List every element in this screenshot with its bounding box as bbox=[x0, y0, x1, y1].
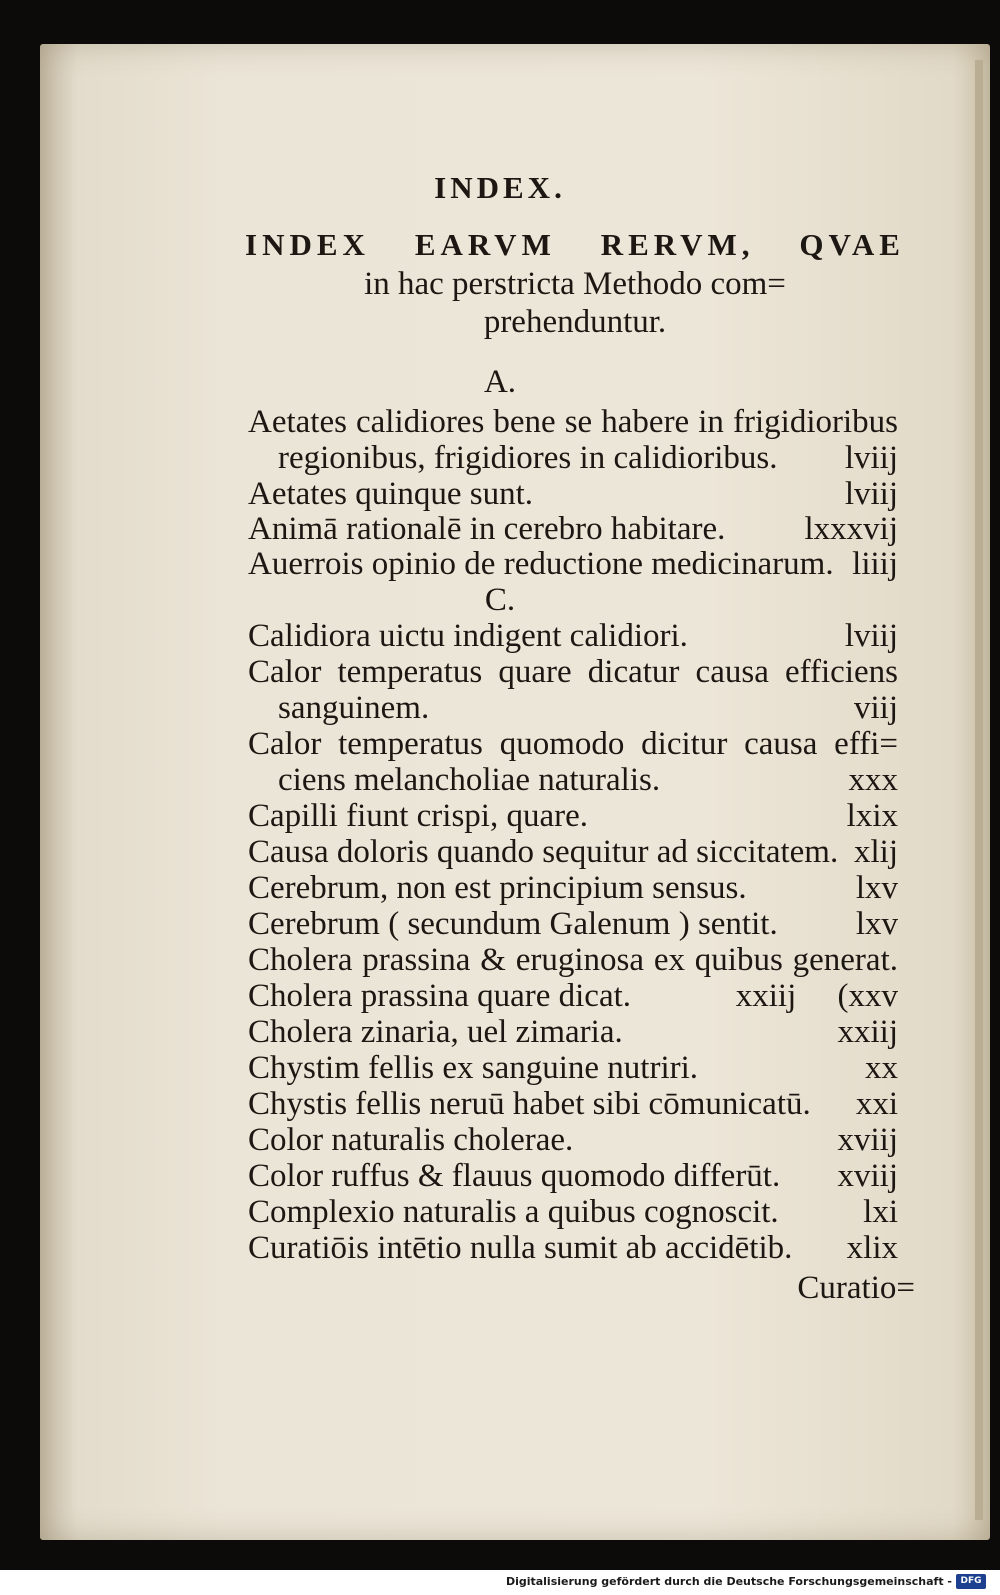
dfg-logo: DFG bbox=[956, 1574, 986, 1589]
index-entry bbox=[248, 798, 898, 834]
index-entry bbox=[248, 404, 898, 476]
entry-text-continued: regionibus, frigidiores in calidioribus. bbox=[278, 440, 778, 476]
entry-text-continued: ciens melancholiae naturalis. bbox=[278, 762, 661, 798]
entry-page-number: lviij bbox=[844, 618, 898, 654]
index-entry bbox=[248, 1122, 898, 1158]
entry-text: Color naturalis cholerae. bbox=[248, 1122, 574, 1158]
entry-page-number: xxiij bbox=[837, 1014, 898, 1050]
index-title bbox=[245, 225, 905, 341]
catchword: Curatio= bbox=[797, 1270, 915, 1306]
entry-page-number: lxi bbox=[863, 1194, 898, 1230]
index-entry bbox=[248, 1158, 898, 1194]
footer-bar bbox=[0, 1570, 1000, 1595]
index-entry bbox=[248, 511, 898, 547]
funding-notice: Digitalisierung gefördert durch die Deutsche Forschungsgemeinschaft - bbox=[505, 1575, 952, 1588]
entry-page-number: lxv bbox=[855, 870, 898, 906]
entry-text: Calidiora uictu indigent calidiori. bbox=[248, 618, 688, 654]
entry-page-number: lxix bbox=[846, 798, 898, 834]
section-letter-a: A. bbox=[483, 364, 517, 400]
entry-text: Complexio naturalis a quibus cognoscit. bbox=[248, 1194, 779, 1230]
entry-text: Animā rationalē in cerebro habitare. bbox=[248, 511, 726, 547]
index-entry bbox=[248, 476, 898, 512]
entry-text: Curatiōis intētio nulla sumit ab accidētib. bbox=[248, 1230, 793, 1266]
index-entry bbox=[248, 618, 898, 654]
entry-page-number: lxxxvij bbox=[804, 511, 898, 547]
index-title-line-3: prehenduntur. bbox=[483, 304, 667, 340]
index-entry bbox=[248, 654, 898, 726]
entry-text: Calor temperatus quomodo dicitur causa effi= bbox=[248, 726, 898, 762]
index-entry bbox=[248, 726, 898, 798]
entry-text: Cerebrum ( secundum Galenum ) sentit. bbox=[248, 906, 778, 942]
entry-text: Aetates quinque sunt. bbox=[248, 476, 534, 512]
entry-text: Calor temperatus quare dicatur causa efficiens bbox=[248, 654, 898, 690]
entry-page-number: xxx bbox=[848, 762, 898, 798]
index-entry bbox=[248, 942, 898, 978]
entry-page-number: xxiij (xxv bbox=[735, 978, 898, 1014]
index-entry bbox=[248, 978, 898, 1014]
entry-page-number: lviij bbox=[844, 476, 898, 512]
index-entry bbox=[248, 546, 898, 582]
index-entry bbox=[248, 834, 898, 870]
entry-text: Cholera zinaria, uel zimaria. bbox=[248, 1014, 623, 1050]
index-entry bbox=[248, 1194, 898, 1230]
entry-page-number: xlix bbox=[846, 1230, 898, 1266]
entry-text: Aetates calidiores bene se habere in frigidioribus bbox=[248, 404, 898, 440]
entry-text: Chystim fellis ex sanguine nutriri. bbox=[248, 1050, 699, 1086]
entry-page-number: xxi bbox=[855, 1086, 898, 1122]
entry-page-number: xlij bbox=[853, 834, 898, 870]
entry-text: Capilli fiunt crispi, quare. bbox=[248, 798, 589, 834]
entry-text-continued: sanguinem. bbox=[278, 690, 430, 726]
index-entry bbox=[248, 906, 898, 942]
entry-page-number: lxv bbox=[855, 906, 898, 942]
entry-page-number: lviij bbox=[844, 440, 898, 476]
entry-text: Color ruffus & flauus quomodo differūt. bbox=[248, 1158, 781, 1194]
entry-page-number: liiij bbox=[852, 546, 898, 582]
entry-page-number: xx bbox=[865, 1050, 898, 1086]
index-entry bbox=[248, 1230, 898, 1266]
index-entry bbox=[248, 870, 898, 906]
entry-text: Auerrois opinio de reductione medicinarum. bbox=[248, 546, 834, 582]
page-edge bbox=[975, 60, 983, 1520]
entry-page-number: viij bbox=[853, 690, 898, 726]
entry-page-number: xviij bbox=[837, 1158, 898, 1194]
index-entry bbox=[248, 1050, 898, 1086]
index-title-line-2: in hac perstricta Methodo com= bbox=[364, 266, 786, 302]
entry-text: Cholera prassina quare dicat. bbox=[248, 978, 632, 1014]
entry-page-number: xviij bbox=[837, 1122, 898, 1158]
index-title-line-1: INDEX EARVM RERVM, QVAE bbox=[245, 227, 905, 262]
running-head: INDEX. bbox=[434, 170, 566, 205]
entry-text: Cerebrum, non est principium sensus. bbox=[248, 870, 747, 906]
section-letter-c: C. bbox=[484, 582, 516, 618]
entry-text: Causa doloris quando sequitur ad siccitatem. bbox=[248, 834, 839, 870]
entry-text: Cholera prassina & eruginosa ex quibus generat. bbox=[248, 942, 898, 978]
index-entry bbox=[248, 1014, 898, 1050]
entry-text: Chystis fellis neruū habet sibi cōmunicatū. bbox=[248, 1086, 811, 1122]
index-entry bbox=[248, 1086, 898, 1122]
